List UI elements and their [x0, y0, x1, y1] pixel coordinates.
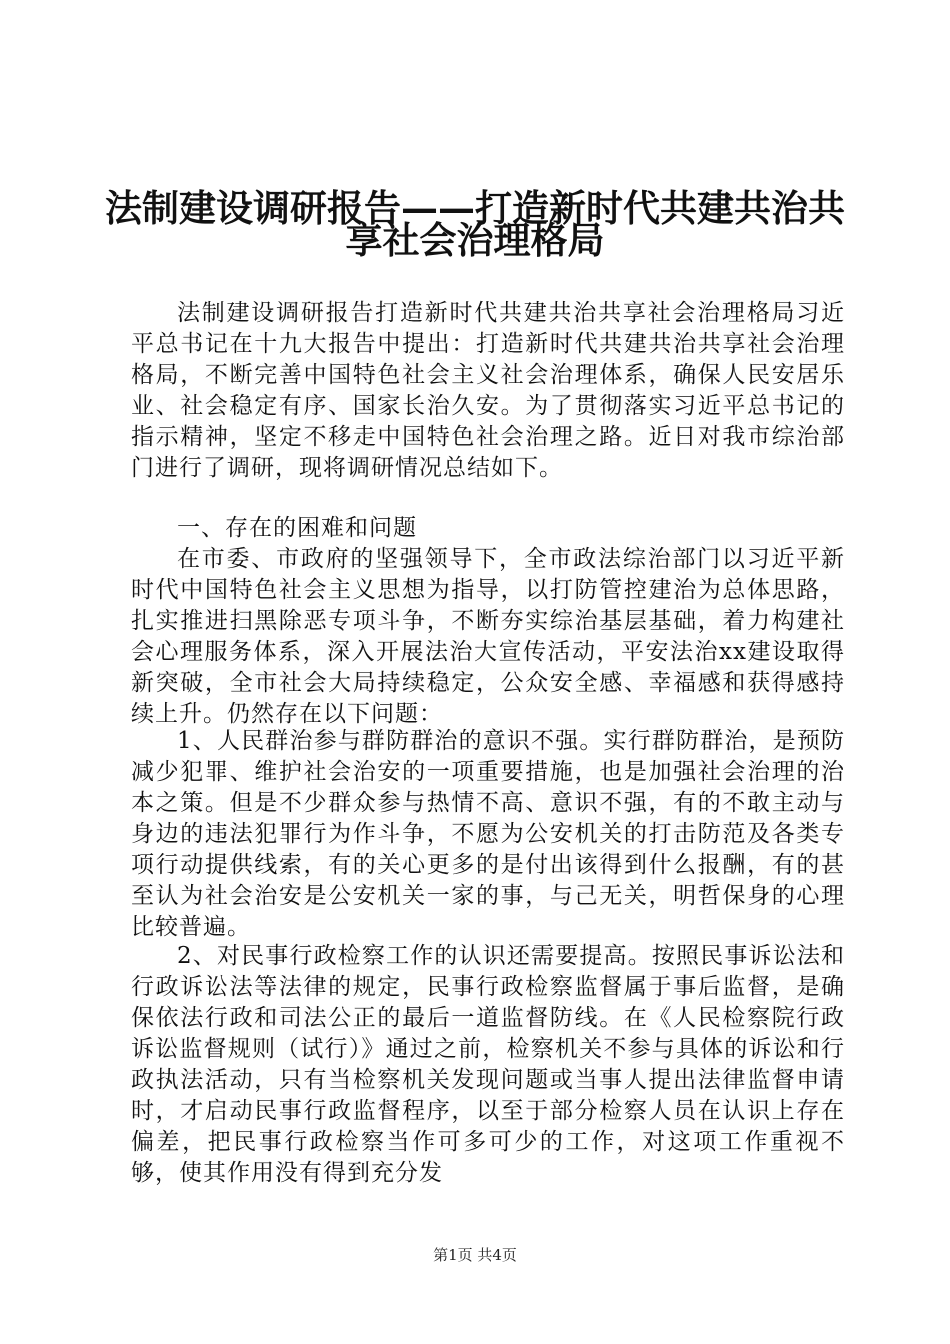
body-paragraph: 2、对民事行政检察工作的认识还需要提高。按照民事诉讼法和行政诉讼法等法律的规定，民事行政检察监督属于事后监督，是确保依法行政和司法公正的最后一道监督防线。在《人民检察院行政诉讼监督规则（试行）》通过之前，检察机关不参与具体的诉讼和行政执法活动，只有当检察机关发现问题或当事人提出法律监督申请时，才启动民事行政监督程序，以至于部分检察人员在认识上存在偏差，把民事行政检察当作可多可少的工作，对这项工作重视不够，使其作用没有得到充分发 [131, 943, 845, 1186]
intro-paragraph: 法制建设调研报告打造新时代共建共治共享社会治理格局习近平总书记在十九大报告中提出：打造新时代共建共治共享社会治理格局，不断完善中国特色社会主义社会治理体系，确保人民安居乐业、社会稳定有序、国家长治久安。为了贯彻落实习近平总书记的指示精神，坚定不移走中国特色社会治理之路。近日对我市综治部门进行了调研，现将调研情况总结如下。 [131, 300, 845, 481]
section-heading: 一、存在的困难和问题 [177, 515, 417, 541]
body-paragraph: 在市委、市政府的坚强领导下，全市政法综治部门以习近平新时代中国特色社会主义思想为指导，以打防管控建治为总体思路，扎实推进扫黑除恶专项斗争，不断夯实综治基层基础，着力构建社会心理服务体系，深入开展法治大宣传活动，平安法治xx建设取得新突破，全市社会大局持续稳定，公众安全感、幸福感和获得感持续上升。仍然存在以下问题： [131, 546, 845, 727]
document-title-line-2: 享社会治理格局 [345, 218, 605, 262]
page-number-footer: 第1页 共4页 [433, 1246, 517, 1264]
document-title-line-1: 法制建设调研报告——打造新时代共建共治共 [105, 186, 845, 230]
body-paragraph: 1、人民群治参与群防群治的意识不强。实行群防群治，是预防减少犯罪、维护社会治安的一项重要措施，也是加强社会治理的治本之策。但是不少群众参与热情不高、意识不强，有的不敢主动与身边的违法犯罪行为作斗争，不愿为公安机关的打击防范及各类专项行动提供线索，有的关心更多的是付出该得到什么报酬，有的甚至认为社会治安是公安机关一家的事，与己无关，明哲保身的心理比较普遍。 [131, 728, 845, 940]
